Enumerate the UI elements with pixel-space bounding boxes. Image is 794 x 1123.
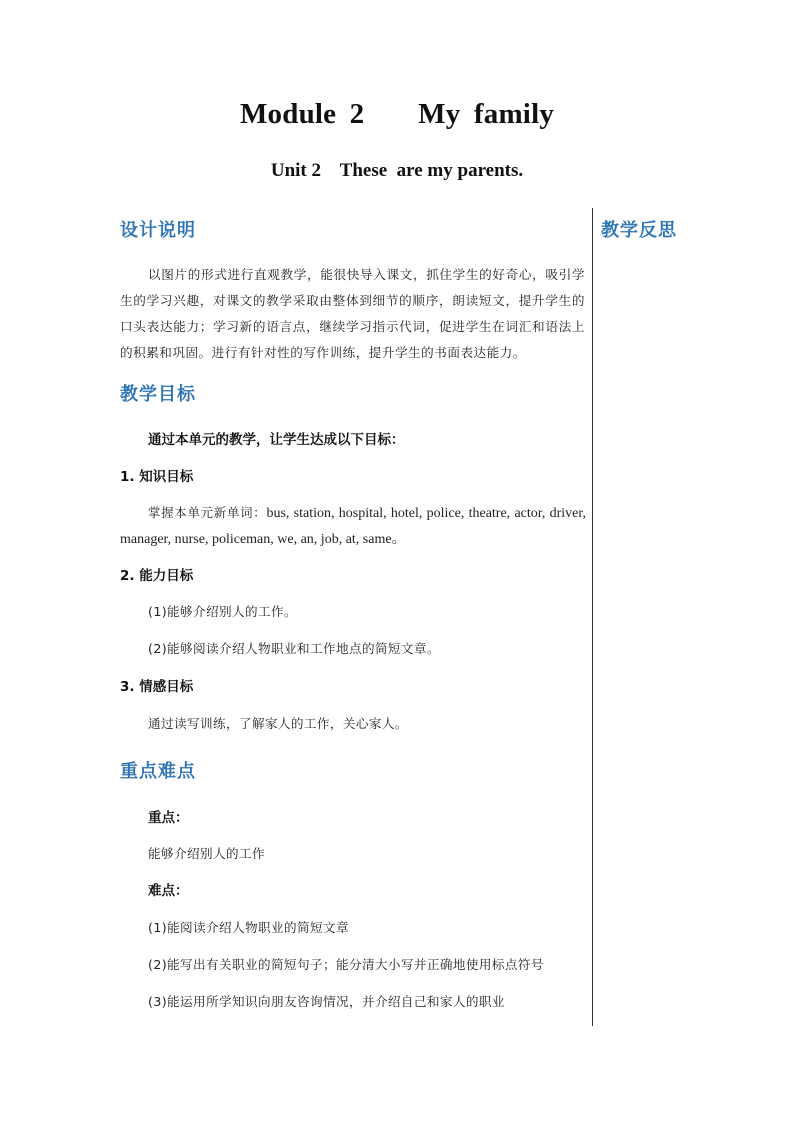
objectives-heading: 教学目标	[120, 384, 196, 405]
difficulty-label: 难点：	[148, 883, 189, 899]
difficulty-item: (2)能写出有关职业的简短句子；能分清大小写并正确地使用标点符号	[148, 957, 544, 972]
objectives-intro: 通过本单元的教学，让学生达成以下目标：	[148, 432, 405, 448]
ability-goal-item: (1)能够介绍别人的工作。	[148, 604, 297, 619]
reflection-heading: 教学反思	[601, 220, 677, 241]
knowledge-goal-words: bus, station, hospital, hotel, police, theatre, actor, driver, manager, nurse, policeman, we, an, job, at, same。	[120, 506, 586, 547]
focus-text: 能够介绍别人的工作	[148, 846, 265, 861]
column-divider	[592, 208, 593, 1026]
unit-subtitle: Unit 2 These are my parents.	[270, 160, 524, 181]
difficulty-item: (1)能阅读介绍人物职业的简短文章	[148, 920, 349, 935]
ability-goal-item: (2)能够阅读介绍人物职业和工作地点的简短文章。	[148, 641, 440, 656]
page-title: Module 2 My family	[239, 98, 555, 130]
knowledge-goal-heading: 1. 知识目标	[120, 469, 194, 485]
emotion-goal-text: 通过读写训练，了解家人的工作，关心家人。	[148, 716, 408, 731]
knowledge-goal-text	[120, 500, 586, 552]
difficulty-item: (3)能运用所学知识向朋友咨询情况，并介绍自己和家人的职业	[148, 994, 505, 1009]
ability-goal-heading: 2. 能力目标	[120, 568, 194, 584]
design-notes-paragraph: 以图片的形式进行直观教学，能很快导入课文，抓住学生的好奇心，吸引学生的学习兴趣，对课文的教学采取由整体到细节的顺序，朗读短文，提升学生的口头表达能力；学习新的语言点，继续学习指示代词，促进学生在词汇和语法上的积累和巩固。进行有针对性的写作训练，提升学生的书面表达能力。	[120, 267, 585, 360]
knowledge-goal-lead: 掌握本单元新单词：	[148, 505, 267, 520]
focus-label: 重点：	[148, 810, 189, 826]
key-points-heading: 重点难点	[120, 761, 196, 782]
emotion-goal-heading: 3. 情感目标	[120, 679, 194, 695]
design-notes-heading: 设计说明	[120, 220, 196, 241]
